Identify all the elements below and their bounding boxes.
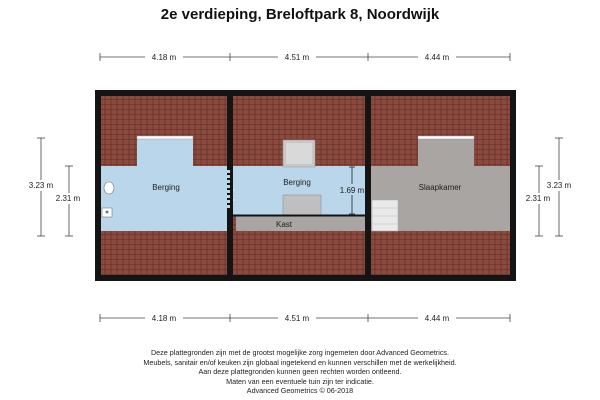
right-inner-dim-label: 2.31 m [525,194,551,203]
room-berging-left [101,166,227,231]
dormer-right [418,138,474,168]
dormer-left [137,138,193,168]
top-dim-label-2: 4.51 m [284,53,310,62]
interior-wall-right [365,96,371,275]
footer-line: Advanced Geometrics © 06-2018 [246,386,354,396]
footer-line: Meubels, sanitair en/of keuken zijn globaal ingetekend en kunnen verschillen met de werkelijkheid. [143,357,457,367]
bottom-dim-label-2: 4.51 m [284,314,310,323]
room-kast [236,216,365,231]
stairs-right [372,200,398,231]
right-outer-dim-label: 3.23 m [546,181,572,190]
disclaimer-footer [0,348,600,396]
footer-line: Aan deze plattegronden kunnen geen rechten worden ontleend. [198,367,402,377]
page-title: 2e verdieping, Breloftpark 8, Noordwijk [160,6,440,23]
left-inner-dim-label: 2.31 m [55,194,81,203]
bottom-dim-label-1: 4.18 m [151,314,177,323]
label-berging-left: Berging [152,183,180,192]
left-outer-dim-label: 3.23 m [28,181,54,190]
top-dim-label-3: 4.44 m [424,53,450,62]
window-right [418,136,474,139]
bottom-dim-label-3: 4.44 m [424,314,450,323]
window-left [137,136,193,139]
top-dim-label-1: 4.18 m [151,53,177,62]
interior-height-label: 1.69 m [339,186,365,195]
label-berging-middle: Berging [283,178,311,187]
footer-line: Maten van een eventuele tuin zijn ter indicatie. [226,376,374,386]
label-kast: Kast [275,220,293,229]
label-slaapkamer: Slaapkamer [418,183,462,192]
stairs-middle [283,195,321,215]
toilet-icon [104,182,114,194]
footer-line: Deze plattegronden zijn met de grootst mogelijke zorg ingemeten door Advanced Geometrics. [150,348,450,357]
